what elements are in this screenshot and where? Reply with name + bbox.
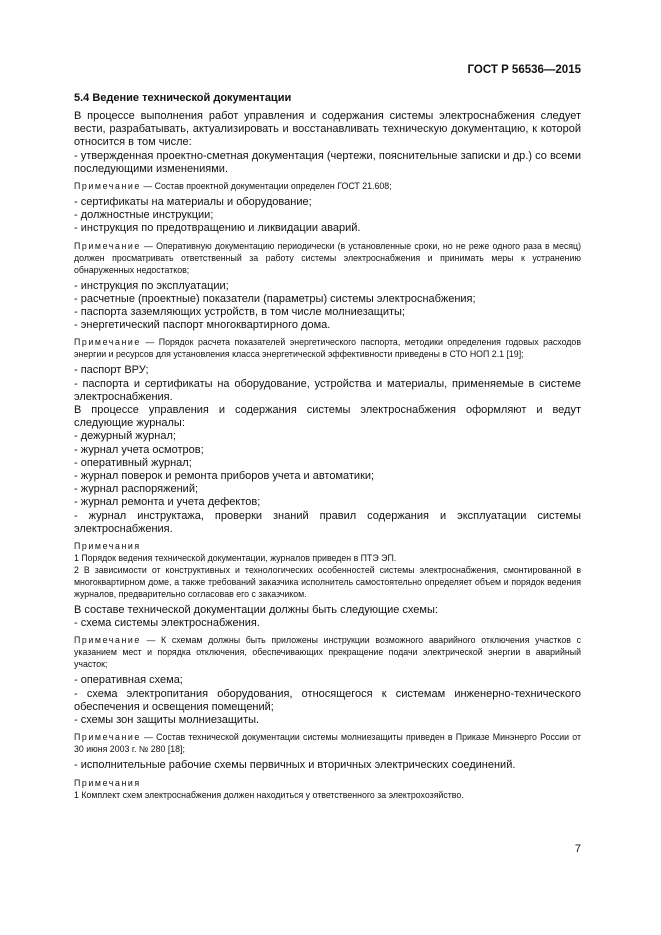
notes-heading: Примечания <box>74 777 141 788</box>
section-title: 5.4 Ведение технической документации <box>74 92 292 104</box>
list-item: - должностные инструкции; <box>74 209 214 222</box>
note-label: Примечание <box>74 181 141 192</box>
content-flow <box>74 110 581 801</box>
list-item: - паспорта заземляющих устройств, в том числе молниезащиты; <box>74 306 405 319</box>
note <box>74 240 581 276</box>
note-text: — К схемам должны быть приложены инструкции возможного аварийного отключения участков с указанием мест и порядка отключения, обеспечивающих прекращение подачи электрической энергии в аварийный участок; <box>74 635 581 670</box>
note-text: — Состав технической документации системы молниезащиты приведен в Приказе Минэнерго России от 30 июня 2003 г. № 280 [18]; <box>74 732 581 755</box>
note-label: Примечание <box>74 635 141 646</box>
note-text: — Состав проектной документации определен ГОСТ 21.608; <box>143 181 392 192</box>
list-item: - дежурный журнал; <box>74 430 176 443</box>
list-item: - утвержденная проектно-сметная документация (чертежи, пояснительные записки и др.) со всеми последующими изменениями. <box>74 149 581 175</box>
list-item: - журнал поверок и ремонта приборов учета и автоматики; <box>74 470 375 483</box>
list-item: - паспорта и сертификаты на оборудование, устройства и материалы, применяемые в системе электроснабжения. <box>74 377 581 403</box>
list-item: - инструкция по эксплуатации; <box>74 279 229 292</box>
note-text: — Оперативную документацию периодически (в установленные сроки, но не реже одного раза в месяц) должен просматривать ответственный за работу системы электроснабжения и принимать меры к устранению обнаруженных недостатков; <box>74 240 581 275</box>
list-item: - сертификаты на материалы и оборудование; <box>74 196 312 209</box>
note-label: Примечание <box>74 337 141 348</box>
list-item: - журнал распоряжений; <box>74 483 199 496</box>
page-number: 7 <box>574 843 581 855</box>
list-item: - оперативная схема; <box>74 674 183 687</box>
list-item: - энергетический паспорт многоквартирного дома. <box>74 319 331 332</box>
paragraph: В составе технической документации должны быть следующие схемы: <box>74 604 438 617</box>
note-item: 2 В зависимости от конструктивных и технологических особенностей системы электроснабжения, смонтированной в многоквартирном доме, а также требований заказчика исполнитель самостоятельно определяет объем и порядок ведения журналов, предварительно согласовав его с заказчиком. <box>74 565 581 600</box>
list-item: - журнал учета осмотров; <box>74 443 204 456</box>
list-item: - расчетные (проектные) показатели (параметры) системы электроснабжения; <box>74 292 476 305</box>
note <box>74 731 581 755</box>
note <box>74 634 581 670</box>
note-label: Примечание <box>74 240 141 251</box>
list-item: - исполнительные рабочие схемы первичных и вторичных электрических соединений. <box>74 759 516 772</box>
paragraph: В процессе выполнения работ управления и содержания системы электроснабжения следует вести, разрабатывать, актуализировать и восстанавливать техническую документацию, к которой относится в том числе: <box>74 110 581 149</box>
list-item: - схема электропитания оборудования, относящегося к системам инженерно-технического обеспечения и освещения помещений; <box>74 687 581 713</box>
note-item: 1 Комплект схем электроснабжения должен находиться у ответственного за электрохозяйство. <box>74 789 464 800</box>
note-text: — Порядок расчета показателей энергетического паспорта, методики определения годовых расходов энергии и ресурсов для установления класса энергетической эффективности приведены в СТО НОП 2.1 [19]; <box>74 337 581 360</box>
document-body <box>74 92 581 805</box>
standard-code: ГОСТ Р 56536—2015 <box>467 64 581 76</box>
list-item: - журнал инструктажа, проверки знаний правил содержания и эксплуатации системы электроснабжения. <box>74 509 581 535</box>
notes-heading: Примечания <box>74 541 141 552</box>
note-label: Примечание <box>74 732 141 743</box>
note-item: 1 Порядок ведения технической документации, журналов приведен в ПТЭ ЭП. <box>74 553 397 564</box>
list-item: - схемы зон защиты молниезащиты. <box>74 714 260 727</box>
list-item: - оперативный журнал; <box>74 456 192 469</box>
note <box>74 180 581 192</box>
list-item: - инструкция по предотвращению и ликвидации аварий. <box>74 222 361 235</box>
list-item: - журнал ремонта и учета дефектов; <box>74 496 261 509</box>
list-item: - схема системы электроснабжения. <box>74 617 260 630</box>
paragraph: В процессе управления и содержания системы электроснабжения оформляют и ведут следующие журналы: <box>74 404 581 430</box>
note <box>74 336 581 360</box>
list-item: - паспорт ВРУ; <box>74 364 149 377</box>
